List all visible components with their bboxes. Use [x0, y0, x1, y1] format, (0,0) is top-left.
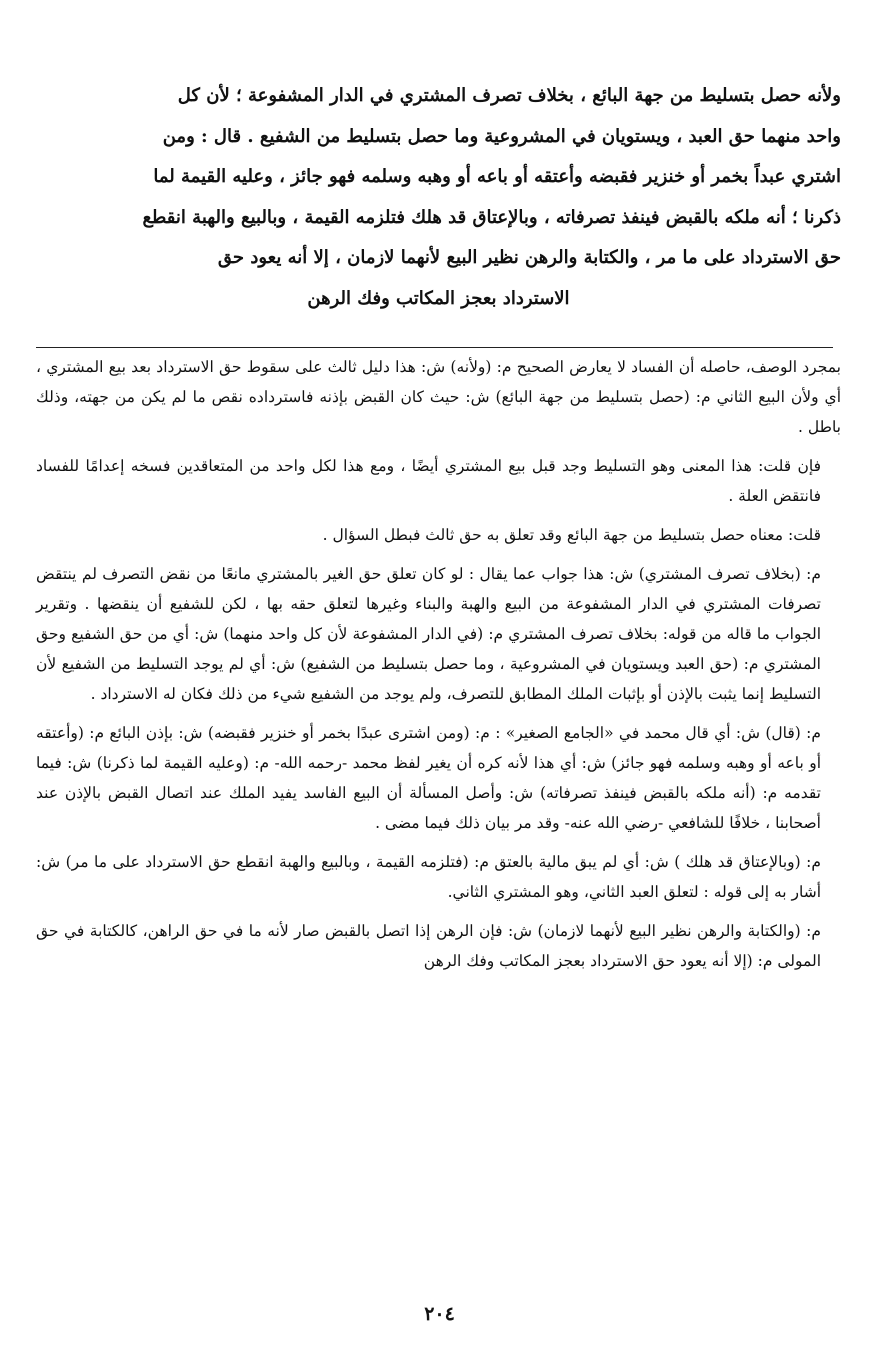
- main-text-line: واحد منهما حق العبد ، ويستويان في المشروعية وما حصل بتسليط من الشفيع . قال : ومن: [162, 125, 841, 147]
- page-number: ٢٠٤: [424, 1303, 455, 1325]
- main-text-line: حق الاسترداد على ما مر ، والكتابة والرهن نظير البيع لأنهما لازمان ، إلا أنه يعود حق: [217, 247, 841, 268]
- section-divider: [36, 347, 833, 348]
- commentary-paragraph: م: (وبالإعتاق قد هلك ) ش: أي لم يبق مالية بالعتق م: (فتلزمه القيمة ، وبالبيع والهبة انقطع حق الاسترداد على ما مر) ش: أشار به إلى قوله : لتعلق العبد الثاني، وهو المشتري الثاني.: [36, 853, 821, 901]
- main-text-line: ذكرنا ؛ أنه ملكه بالقبض فينفذ تصرفاته ، وبالإعتاق قد هلك فتلزمه القيمة ، وبالبيع والهبة انقطع: [142, 206, 841, 228]
- commentary-paragraph: بمجرد الوصف، حاصله أن الفساد لا يعارض الصحيح م: (ولأنه) ش: هذا دليل ثالث على سقوط حق الاسترداد بعد بيع المشتري ، أي ولأن البيع الثاني م: (حصل بتسليط من جهة البائع) ش: حيث كان القبض بإذنه فاسترداده نقص ما لم يكن من جهته، وذلك باطل .: [36, 358, 841, 436]
- main-text-line: ولأنه حصل بتسليط من جهة البائع ، بخلاف تصرف المشتري في الدار المشفوعة ؛ لأن كل: [177, 85, 841, 106]
- commentary-paragraph: م: (والكتابة والرهن نظير البيع لأنهما لازمان) ش: فإن الرهن إذا اتصل بالقبض صار لأنه ما في حق الراهن، كالكتابة في حق المولى م: (إلا أنه يعود حق الاسترداد بعجز المكاتب وفك الرهن: [36, 922, 821, 970]
- main-text-line: اشتري عبداً بخمر أو خنزير فقبضه وأعتقه أو باعه أو وهبه وسلمه فهو جائز ، وعليه القيمة لما: [153, 166, 841, 187]
- commentary-paragraph: م: (بخلاف تصرف المشتري) ش: هذا جواب عما يقال : لو كان تعلق حق الغير بالمشتري مانعًا من نقض التصرف لم ينتقض تصرفات المشتري في الدار المشفوعة من البيع والهبة والبناء وغيرها لتعلق حقه بها ، لكن للشفيع أن ينقضها . وتقرير الجواب ما قاله من قوله: بخلاف تصرف المشتري م: (في الدار المشفوعة لأن كل واحد منهما) ش: أي من حق الشفيع وحق المشتري م: (حق العبد ويستويان في المشروعية ، وما حصل بتسليط من الشفيع) ش: أي لم يوجد التسليط من الشفيع لأن التسليط إنما يثبت بالإذن أو بإثبات الملك المطابق للتصرف، ولم يوجد من الشفيع شيء من ذلك فكان له الاسترداد .: [36, 565, 821, 703]
- main-text-block: [36, 76, 841, 319]
- main-text-last-line: الاسترداد بعجز المكاتب وفك الرهن: [307, 287, 570, 309]
- commentary-paragraph: م: (قال) ش: أي قال محمد في «الجامع الصغير» : م: (ومن اشترى عبدًا بخمر أو خنزير فقبضه) ش: بإذن البائع م: (وأعتقه أو باعه أو وهبه وسلمه فهو جائز) ش: أي هذا لأنه كره أن يغير لفظ محمد -رحمه الله- م: (وعليه القيمة لما ذكرنا) ش: فيما تقدمه م: (أنه ملكه بالقبض فينفذ تصرفاته) ش: وأصل المسألة أن البيع الفاسد يفيد الملك عند اتصال القبض بالإذن عند أصحابنا ، خلافًا للشافعي -رضي الله عنه- وقد مر بيان ذلك فيما مضى .: [36, 724, 821, 832]
- commentary-paragraph: فإن قلت: هذا المعنى وهو التسليط وجد قبل بيع المشتري أيضًا ، ومع هذا لكل واحد من المتعاقدين فسخه إعدامًا للفساد فانتقض العلة .: [36, 457, 821, 505]
- commentary-block: [36, 352, 841, 985]
- commentary-paragraph: قلت: معناه حصل بتسليط من جهة البائع وقد تعلق به حق ثالث فبطل السؤال .: [322, 526, 821, 544]
